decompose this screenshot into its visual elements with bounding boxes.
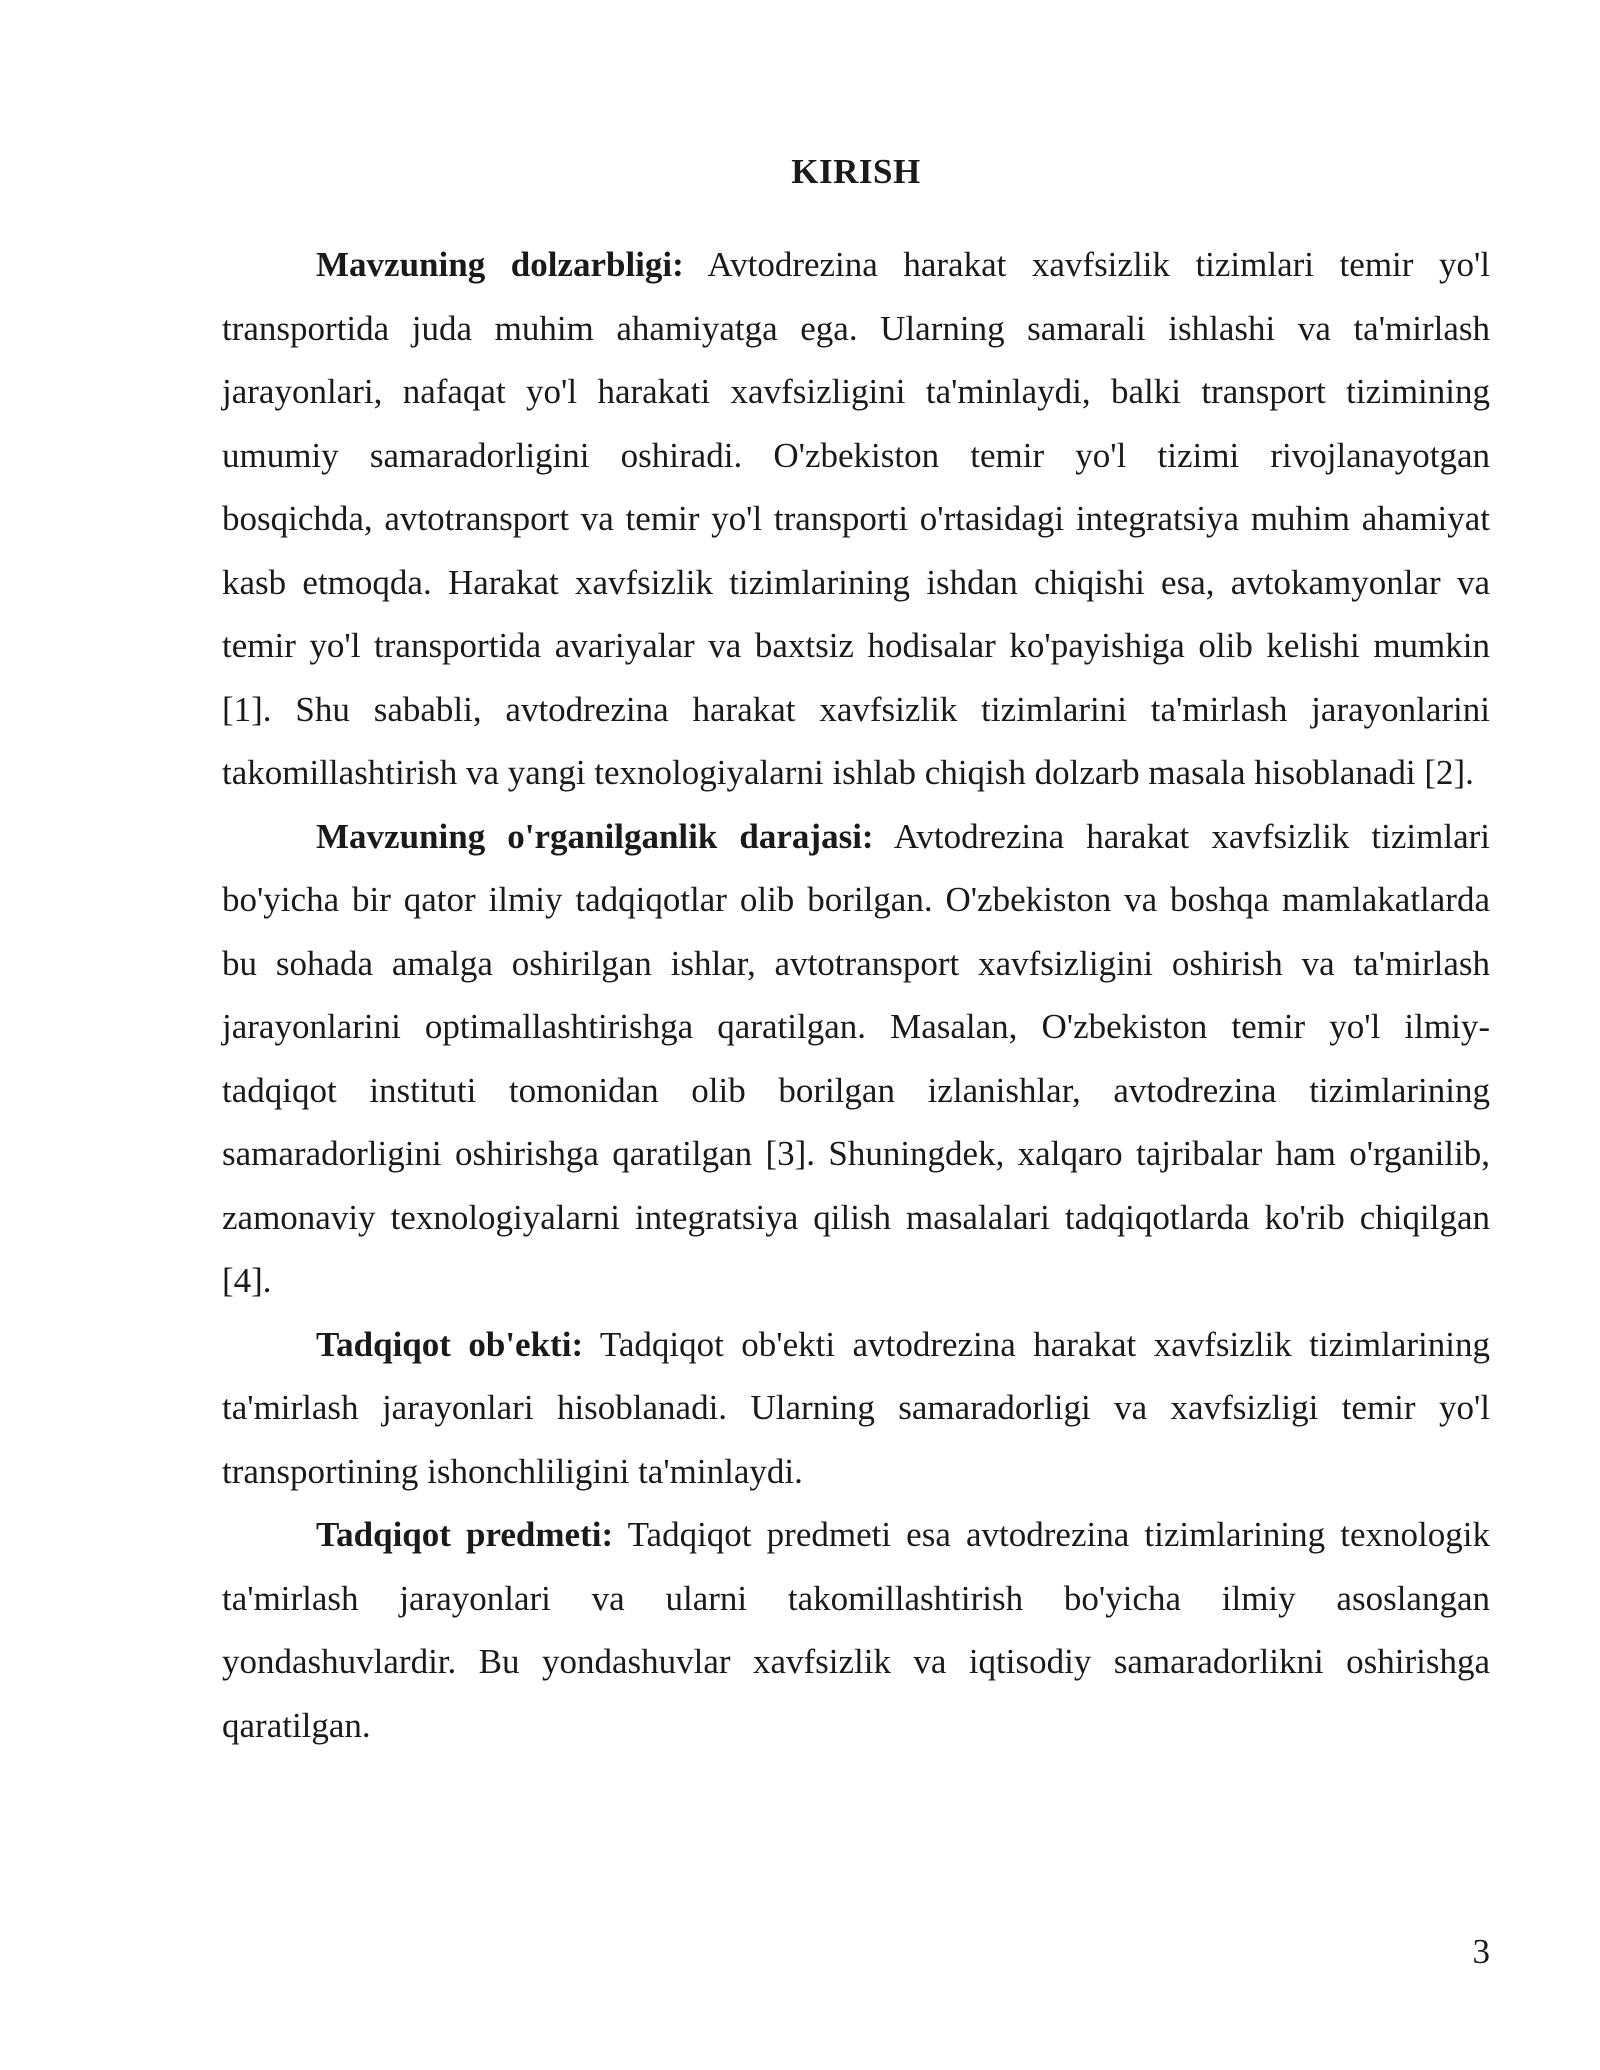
paragraph-research-subject — [222, 1503, 1490, 1757]
paragraph-lead: Tadqiqot predmeti: — [316, 1515, 614, 1554]
document-body — [222, 140, 1490, 1757]
paragraph-text: Avtodrezina harakat xavfsizlik tizimlari bo'yicha bir qator ilmiy tadqiqotlar olib borilgan. O'zbekiston va boshqa mamlakatlarda bu sohada amalga oshirilgan ishlar, avtotransport xavfsizligini oshirish va ta'mirlash jarayonlarini optimallashtirishga qaratilgan. Masalan, O'zbekiston temir yo'l ilmiy-tadqiqot instituti tomonidan olib borilgan izlanishlar, avtodrezina tizimlarining samaradorligini oshirishga qaratilgan [3]. Shuningdek, xalqaro tajribalar ham o'rganilib, zamonaviy texnologiyalarni integratsiya qilish masalalari tadqiqotlarda ko'rib chiqilgan [4]. — [222, 816, 1490, 1300]
paragraph-text: Avtodrezina harakat xavfsizlik tizimlari temir yo'l transportida juda muhim ahamiyatga ega. Ularning samarali ishlashi va ta'mirlash jarayonlari, nafaqat yo'l harakati xavfsizligini ta'minlaydi, balki transport tizimining umumiy samaradorligini oshiradi. O'zbekiston temir yo'l tizimi rivojlanayotgan bosqichda, avtotransport va temir yo'l transporti o'rtasidagi integratsiya muhim ahamiyat kasb etmoqda. Harakat xavfsizlik tizimlarining ishdan chiqishi esa, avtokamyonlar va temir yo'l transportida avariyalar va baxtsiz hodisalar ko'payishiga olib kelishi mumkin [1]. Shu sababli, avtodrezina harakat xavfsizlik tizimlarini ta'mirlash jarayonlarini takomillashtirish va yangi texnologiyalarni ishlab chiqish dolzarb masala hisoblanadi [2]. — [222, 245, 1490, 792]
page-number: 3 — [1472, 1932, 1490, 1971]
paragraph-lead: Tadqiqot ob'ekti: — [316, 1324, 584, 1364]
paragraph-text: Tadqiqot predmeti esa avtodrezina tizimlarining texnologik ta'mirlash jarayonlari va ularni takomillashtirish bo'yicha ilmiy asoslangan yondashuvlardir. Bu yondashuvlar xavfsizlik va iqtisodiy samaradorlikni oshirishga qaratilgan. — [222, 1515, 1490, 1745]
paragraph-lead: Mavzuning dolzarbligi: — [316, 245, 684, 284]
page-title: KIRISH — [791, 152, 921, 191]
paragraph-text: Tadqiqot ob'ekti avtodrezina harakat xavfsizlik tizimlarining ta'mirlash jarayonlari hisoblanadi. Ularning samaradorligi va xavfsizligi temir yo'l transportining ishonchliligini ta'minlaydi. — [222, 1324, 1490, 1491]
paragraph-relevance — [222, 233, 1490, 805]
paragraph-lead: Mavzuning o'rganilganlik darajasi: — [316, 816, 874, 856]
paragraph-research-object — [222, 1313, 1490, 1504]
paragraph-study-level — [222, 805, 1490, 1313]
